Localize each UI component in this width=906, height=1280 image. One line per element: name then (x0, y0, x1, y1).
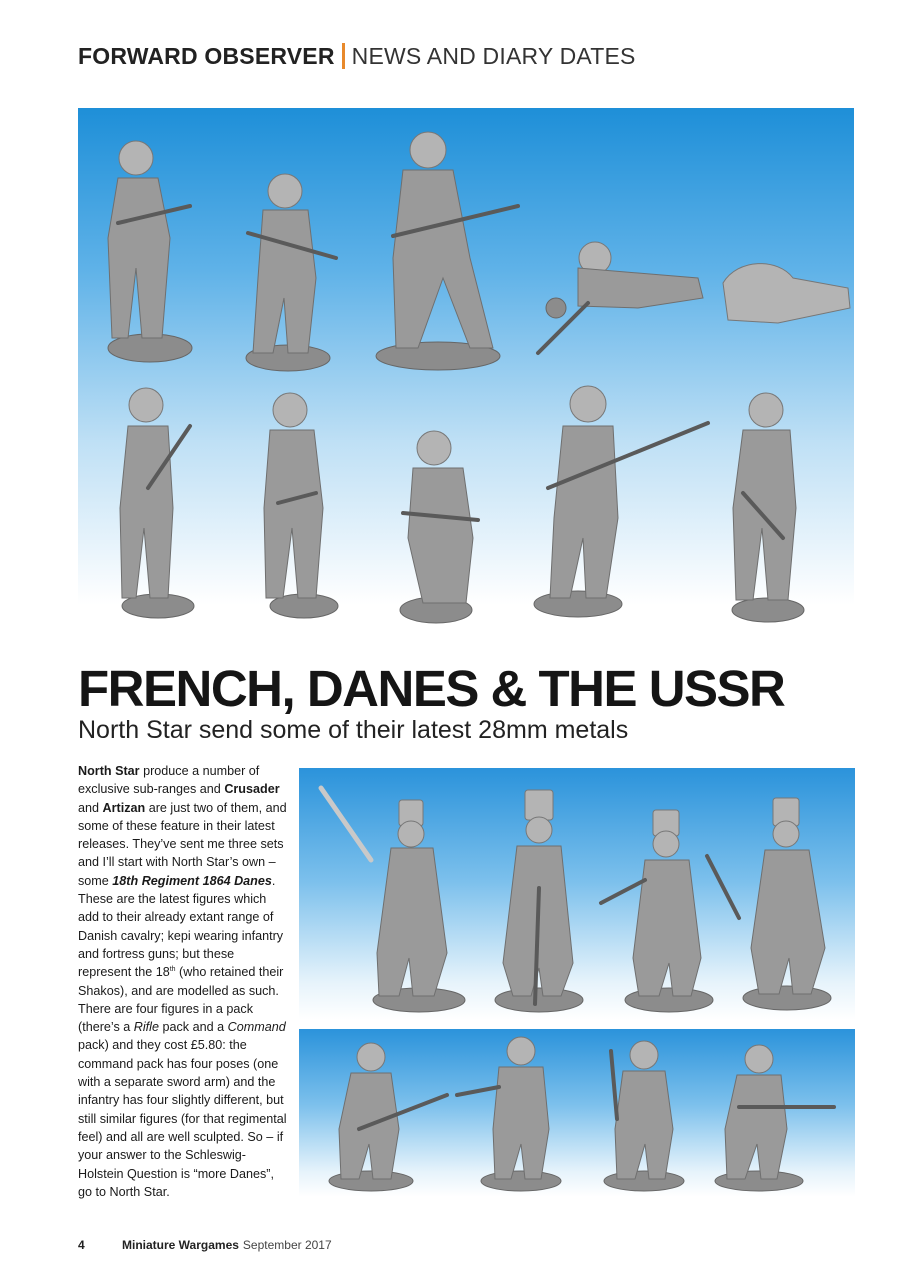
magazine-name: Miniature Wargames (122, 1238, 239, 1252)
body-text-run: produce a number of exclusive sub-ranges and (78, 764, 260, 797)
body-text-run: (who retained their Shakos), and are modelled as such. There are four figures in a pack (there’s a (78, 965, 284, 1035)
photo-french-infantry (299, 1029, 855, 1197)
miniature-figure (264, 393, 338, 618)
page-number: 4 (78, 1238, 85, 1252)
miniature-figure (108, 141, 192, 362)
body-text-run: and (78, 800, 103, 815)
miniature-figure-kneeling (400, 431, 478, 623)
miniature-figure (534, 386, 708, 617)
page-footer (78, 1238, 332, 1252)
miniature-figure-prone (538, 242, 703, 353)
issue-date: September 2017 (242, 1238, 332, 1252)
body-text-run: Command (227, 1020, 286, 1035)
miniature-figure (376, 132, 518, 370)
body-text-run: pack) and they cost £5.80: the command pack has four poses (one with a separate sword arm) and the infantry has four slightly different, but still similar figures (for that regimental feel) and all are well sculpted. So – if your answer to the Schleswig-Holstein Question is “more Danes”, go to North Star. (78, 1038, 287, 1199)
miniature-figure-officer (495, 790, 583, 1012)
body-text-run: are just two of them, and some of these feature in their latest releases. They’ve sent me three sets and I’ll start with North Star’s own – some (78, 800, 287, 888)
miniature-figure-drummer (707, 798, 831, 1010)
miniature-figure-officer (321, 788, 465, 1012)
photo-1864-danes-command (299, 768, 855, 1020)
miniature-figure (732, 393, 804, 622)
miniature-figure (457, 1037, 561, 1191)
body-text-run: th (169, 966, 176, 974)
body-text-run: 18th Regiment 1864 Danes (112, 873, 272, 888)
article-body (78, 762, 288, 1201)
section-divider (342, 43, 345, 69)
miniature-figure (715, 1045, 834, 1191)
miniature-figure (329, 1043, 447, 1191)
section-subtitle: NEWS AND DIARY DATES (351, 42, 636, 69)
body-text-run: . These are the latest figures which add to their already extant range of Danish cavalry; kepi wearing infantry and fortress guns; but these represent the 18 (78, 873, 284, 980)
article-standfirst: North Star send some of their latest 28mm metals (78, 716, 629, 744)
body-text-run: pack and a (158, 1020, 228, 1035)
miniature-figure (604, 1041, 684, 1191)
miniature-figure (120, 388, 194, 618)
body-text-run: Crusader (224, 782, 280, 797)
body-text-run: Rifle (133, 1020, 159, 1035)
section-header (78, 40, 636, 72)
article-headline: FRENCH, DANES & THE USSR (78, 660, 785, 717)
miniature-figure-prone (723, 264, 850, 323)
section-title: FORWARD OBSERVER (78, 42, 335, 69)
photo-ww2-miniatures (78, 108, 854, 648)
body-text-run: North Star (78, 764, 140, 778)
miniature-figure (246, 174, 336, 371)
miniature-figure-officer (601, 810, 713, 1012)
body-text-run: Artizan (102, 800, 146, 815)
